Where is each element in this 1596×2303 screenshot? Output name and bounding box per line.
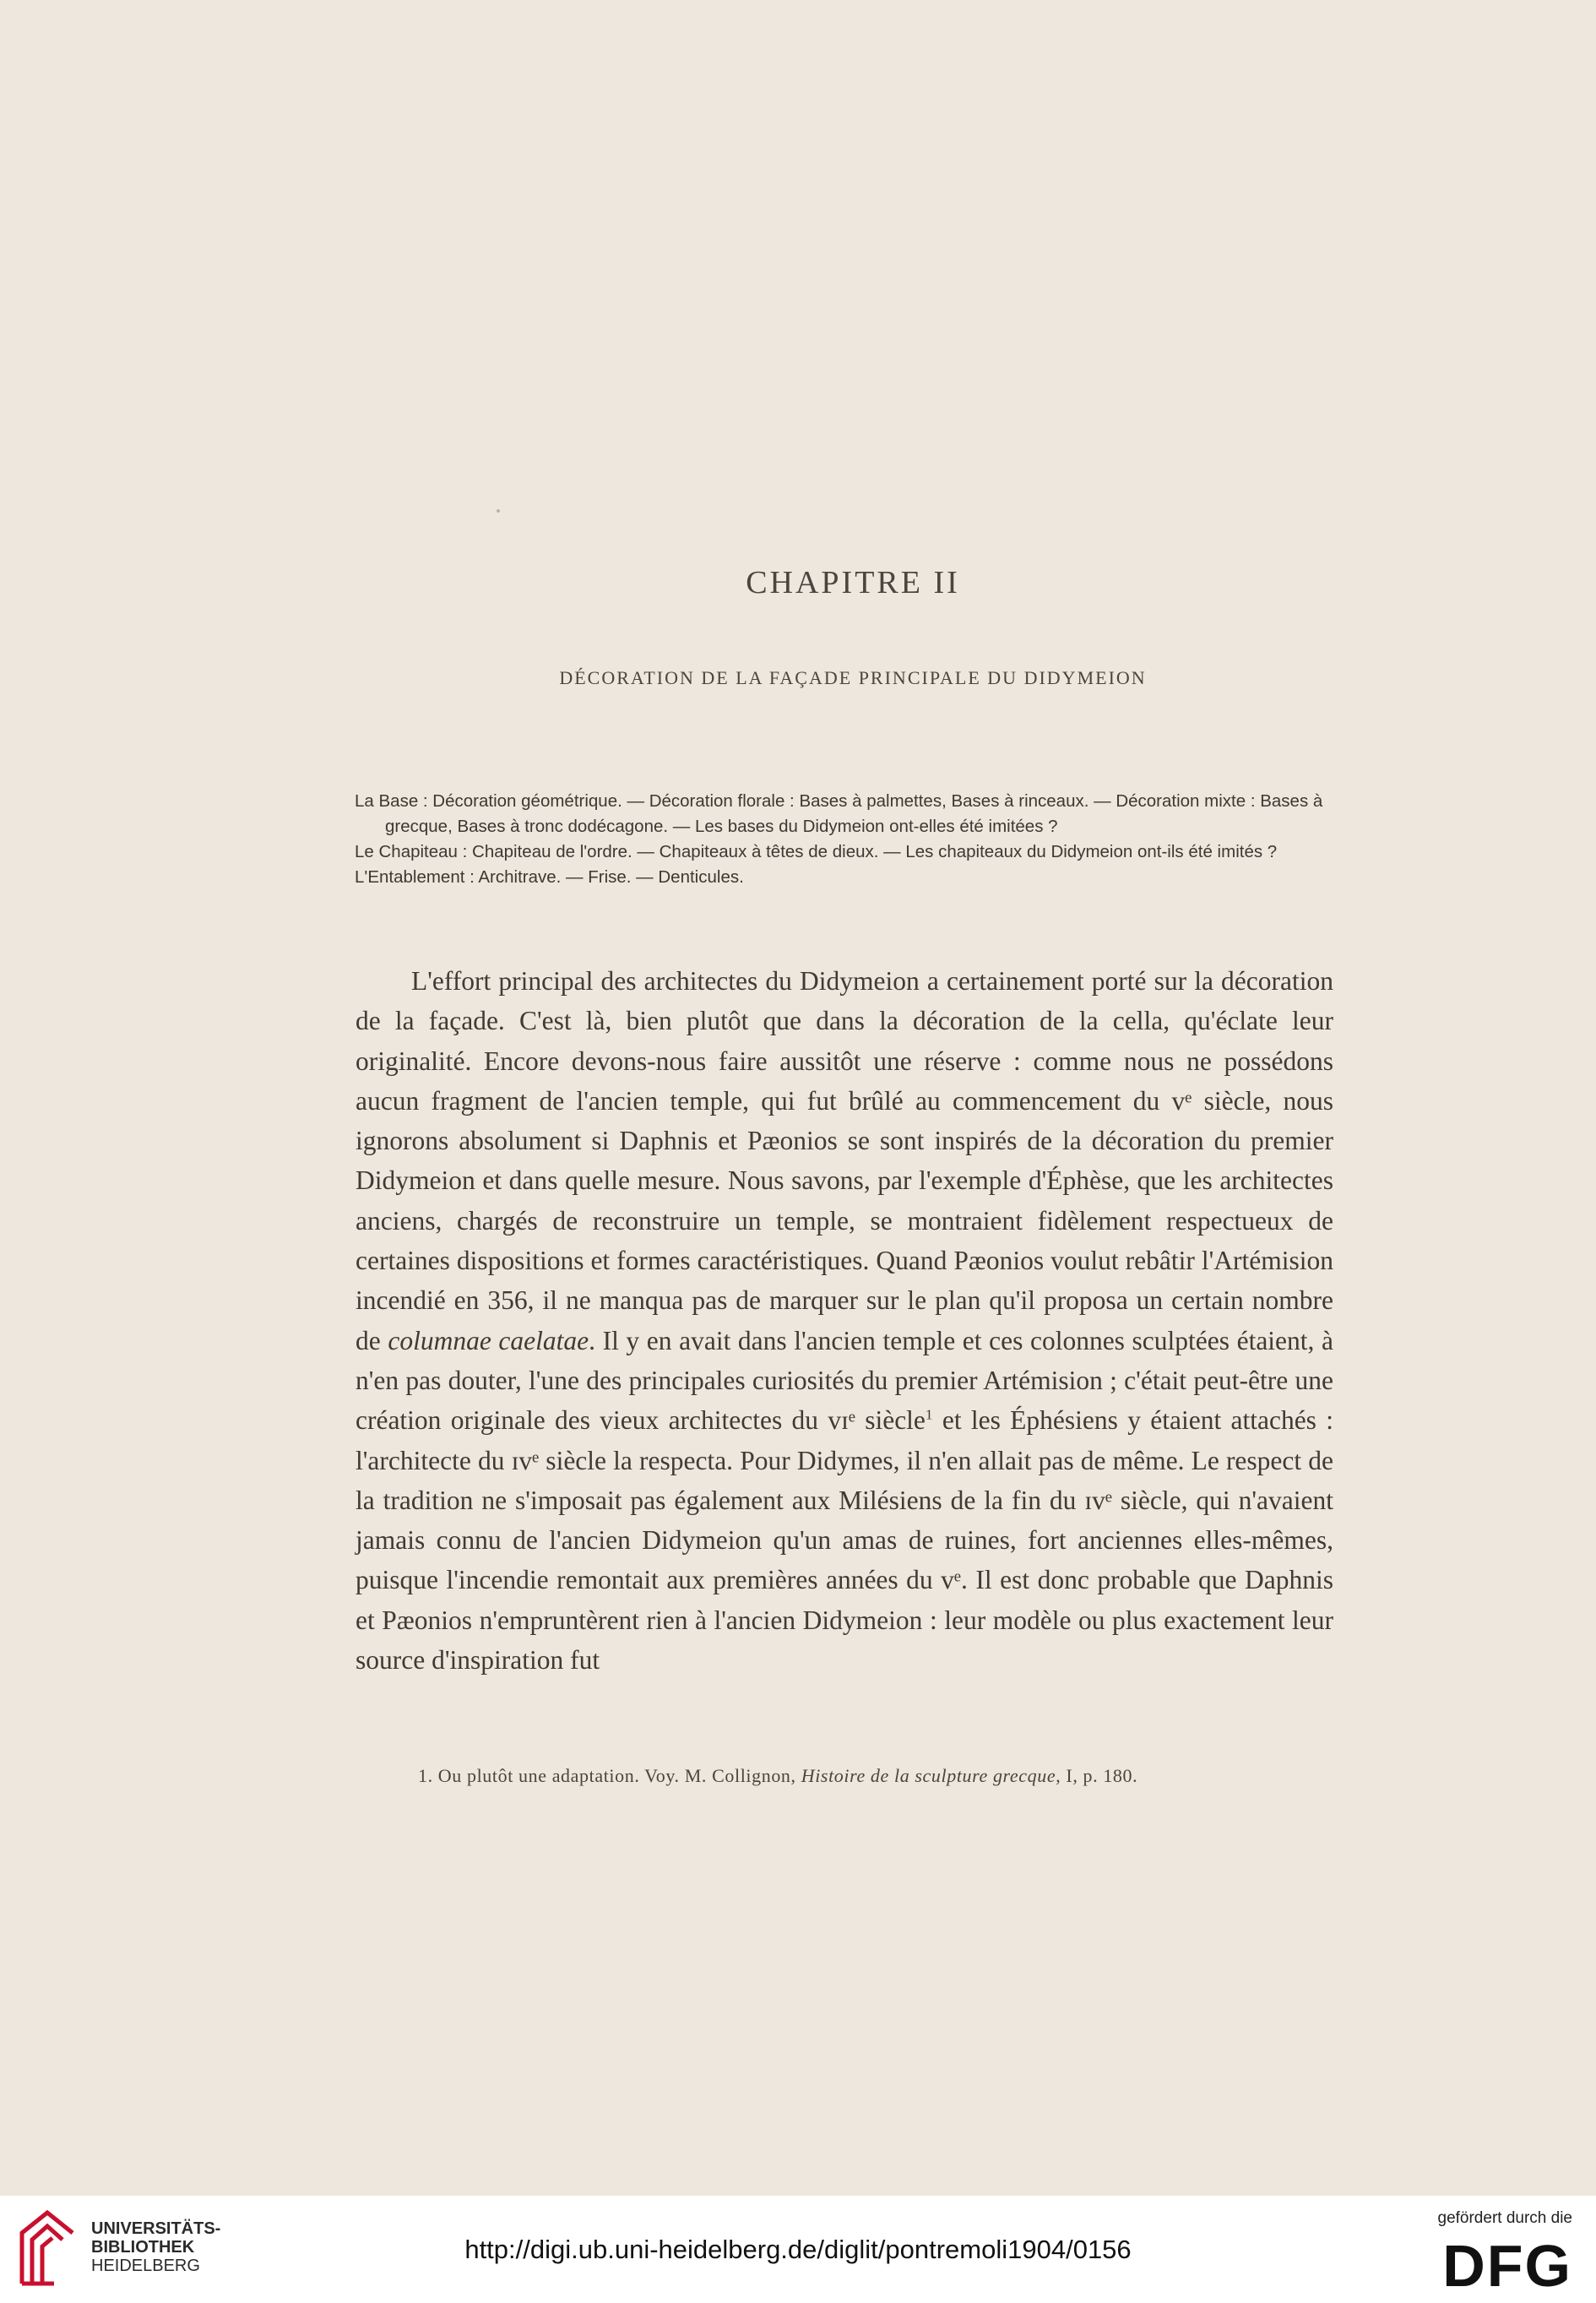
funded-by-label: gefördert durch die [1437,2209,1572,2227]
digitization-footer [0,2196,1596,2303]
body-text-part-1: L'effort principal des architectes du Didymeion a certainement porté sur la décoration de la façade. C'est là, bien plutôt que dans la décoration de la cella, qu'éclate leur originalité. Encore devons-nous faire aussitôt une réserve : comme nous ne possédons aucun fragment de l'ancien temple, qui fut brûlé au commencement du vᵉ siècle, nous ignorons absolument si Daphnis et Pæonios se sont inspirés de la décoration du premier Didymeion et dans quelle mesure. Nous savons, par l'exemple d'Éphèse, que les architectes anciens, chargés de reconstruire un temple, se montraient fidèlement respectueux de certaines dispositions et formes caractéristiques. Quand Pæonios voulut rebâtir l'Artémision incendié en 356, il ne manqua pas de marquer sur le plan qu'il proposa un certain nombre de [356,966,1333,1355]
footnote-tail: , I, p. 180. [1056,1765,1138,1786]
footnote-reference: 1 [925,1406,933,1423]
library-line-2: BIBLIOTHEK [91,2238,195,2257]
chapter-summary [355,789,1334,890]
library-line-1: UNIVERSITÄTS- [91,2219,221,2238]
dfg-logo: DFG [1442,2233,1572,2299]
footnote-lead: 1. Ou plutôt une adaptation. Voy. M. Collignon, [418,1765,801,1786]
ink-speck [497,509,500,513]
chapter-title: CHAPITRE II [746,565,960,600]
summary-item-base: La Base : Décoration géométrique. — Décoration florale : Bases à palmettes, Bases à rinceaux. — Décoration mixte : Bases à grecque, Bases à tronc dodécagone. — Les bases du Didymeion ont-elles été imitées ? [355,791,1323,836]
source-url-link[interactable]: http://digi.ub.uni-heidelberg.de/diglit/pontremoli1904/0156 [464,2235,1132,2264]
body-paragraph [356,961,1333,1680]
body-italic-term: columnae caelatae [388,1325,589,1355]
summary-item-entablement: L'Entablement : Architrave. — Frise. — Denticules. [355,867,744,887]
summary-item-chapiteau: Le Chapiteau : Chapiteau de l'ordre. — Chapiteaux à têtes de dieux. — Les chapiteaux du Didymeion ont-ils été imités ? [355,842,1278,861]
footnote [418,1765,1347,1787]
body-text-part-2: . Il y en avait dans l'ancien temple et ces colonnes sculptées étaient, à n'en pas douter, l'une des principales curiosités du premier Artémision ; c'était peut-être une création originale des vieux architectes du vɪᵉ siècle [356,1325,1333,1436]
chapter-subtitle: DÉCORATION DE LA FAÇADE PRINCIPALE DU DIDYMEION [559,667,1147,688]
footnote-book-title: Histoire de la sculpture grecque [801,1765,1056,1786]
body-text-part-3: et les Éphésiens y étaient attachés : l'architecte du ɪvᵉ siècle la respecta. Pour Didymes, il n'en allait pas de même. Le respect de la tradition ne s'imposait pas également aux Milésiens de la fin du ɪvᵉ siècle, qui n'avaient jamais connu de l'ancien Didymeion qu'un amas de ruines, fort anciennes elles-mêmes, puisque l'incendie remontait aux premières années du vᵉ. Il est donc probable que Daphnis et Pæonios n'empruntèrent rien à l'ancien Didymeion : leur modèle ou plus exactement leur source d'inspiration fut [356,1405,1333,1676]
body-text [356,961,1333,1680]
library-line-3: HEIDELBERG [91,2257,200,2275]
